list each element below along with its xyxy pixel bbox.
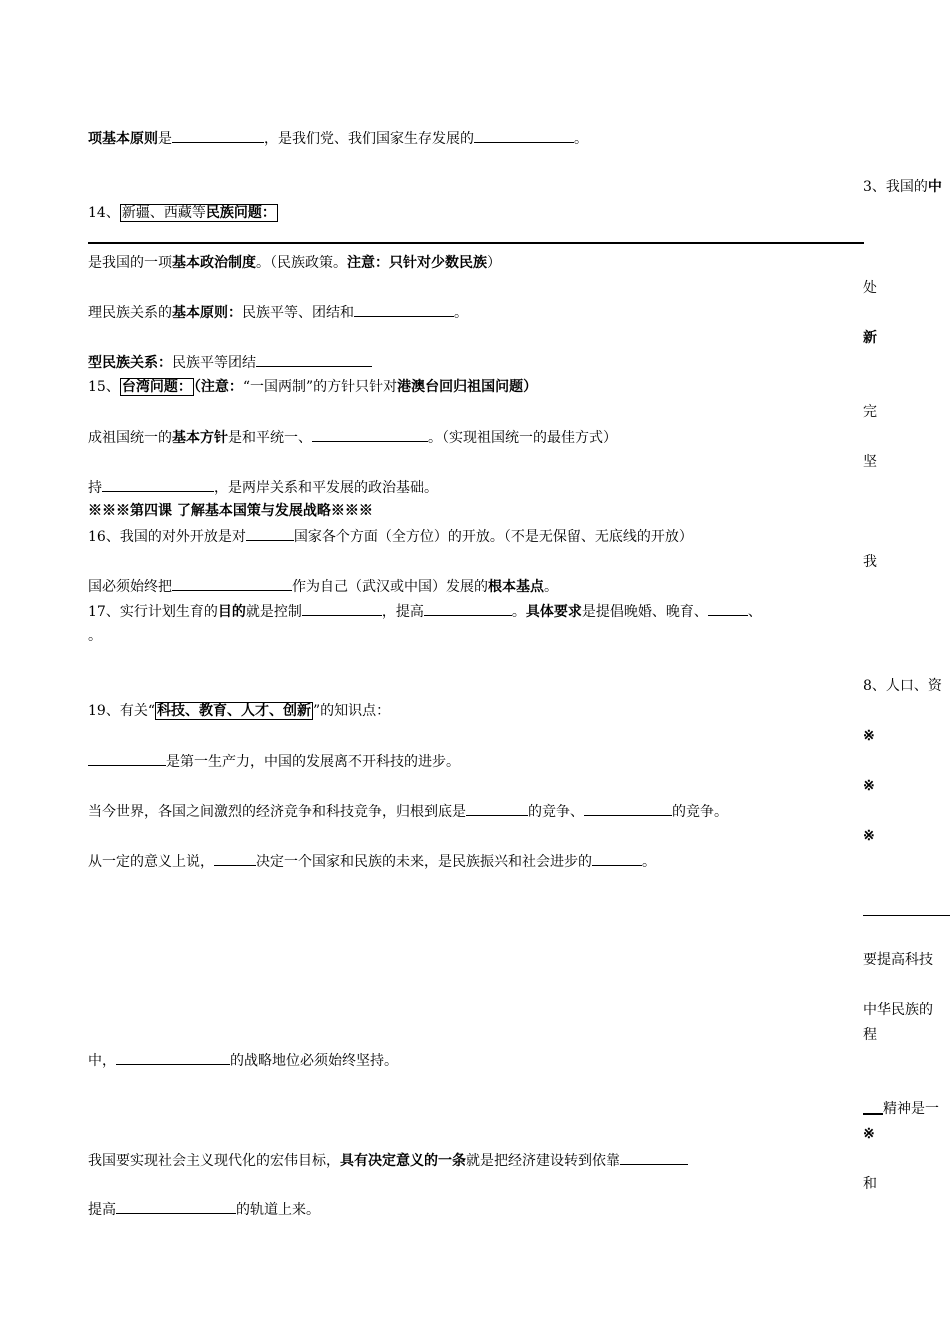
text: 提高 bbox=[88, 1202, 116, 1218]
line-period bbox=[88, 626, 102, 646]
text: 。（实现祖国统一的最佳方式） bbox=[428, 430, 617, 446]
text: 。 bbox=[642, 854, 656, 870]
text: 成祖国统一的 bbox=[88, 430, 172, 446]
lesson-4-heading bbox=[88, 501, 373, 521]
right-fragment: 程 bbox=[863, 1027, 877, 1043]
text: 16、我国的对外开放是对 bbox=[88, 529, 246, 545]
boxed-heading: 台湾问题： bbox=[121, 379, 192, 395]
text: 民族平等、团结和 bbox=[242, 305, 354, 321]
text: 是第一生产力，中国的发展离不开科技的进步。 bbox=[166, 754, 460, 770]
fill-blank[interactable] bbox=[214, 851, 256, 866]
fill-blank[interactable] bbox=[863, 915, 950, 916]
item-19 bbox=[88, 701, 390, 721]
text: 中， bbox=[88, 1053, 116, 1069]
line-modernization bbox=[88, 1150, 688, 1170]
fill-blank[interactable] bbox=[246, 526, 294, 541]
fill-blank[interactable] bbox=[116, 1199, 236, 1214]
bold-text: 具有决定意义的一条 bbox=[340, 1153, 466, 1169]
text: 3、我国的 bbox=[863, 179, 928, 195]
line-strategic bbox=[88, 1050, 398, 1070]
right-fragment: ※ bbox=[863, 1126, 875, 1142]
item-17 bbox=[88, 601, 762, 621]
right-fragment: 完 bbox=[863, 404, 877, 420]
text: “一国两制”的方针只针对 bbox=[242, 379, 398, 395]
text: ） bbox=[487, 255, 501, 271]
right-fragment: 新 bbox=[863, 330, 877, 346]
item-number: 15、 bbox=[88, 379, 120, 395]
fill-blank[interactable] bbox=[620, 1150, 688, 1165]
line-ethnic-principle bbox=[88, 302, 468, 322]
bold-text: 具体要求 bbox=[525, 604, 582, 620]
right-fragment: 处 bbox=[863, 280, 877, 296]
text: 。（民族政策。 bbox=[256, 255, 347, 271]
text: ，是我们党、我们国家生存发展的 bbox=[264, 131, 474, 147]
bold-text: 注意：只针对少数民族 bbox=[347, 255, 487, 271]
text: 的轨道上来。 bbox=[236, 1202, 320, 1218]
right-fragment: 和 bbox=[863, 1176, 877, 1192]
fill-blank[interactable] bbox=[466, 801, 528, 816]
fill-blank[interactable] bbox=[863, 1113, 883, 1115]
text: 17、实行计划生育的 bbox=[88, 604, 218, 620]
text: 国家各个方面（全方位）的开放。（不是无保留、无底线的开放） bbox=[293, 529, 693, 545]
bold-text: 根本基点 bbox=[488, 579, 544, 595]
fill-blank[interactable] bbox=[116, 1050, 230, 1065]
text: 的战略地位必须始终坚持。 bbox=[230, 1053, 398, 1069]
right-fragment: 中华民族的 bbox=[863, 1002, 933, 1018]
text: 的竞争、 bbox=[528, 804, 584, 820]
bold-text: 项基本原则 bbox=[88, 131, 158, 147]
section-title: ※※※第四课 了解基本国策与发展战略※※※ bbox=[88, 503, 373, 519]
fill-blank[interactable] bbox=[424, 601, 512, 616]
fill-blank[interactable] bbox=[708, 601, 748, 616]
text: ，是两岸关系和平发展的政治基础。 bbox=[214, 480, 438, 496]
fill-blank[interactable] bbox=[474, 128, 574, 143]
text: 、 bbox=[747, 604, 762, 620]
item-number: 14、 bbox=[88, 205, 120, 221]
fill-blank[interactable] bbox=[302, 601, 382, 616]
text: 就是把经济建设转到依靠 bbox=[466, 1153, 620, 1169]
line-productivity bbox=[88, 751, 460, 771]
bold-text: 型民族关系： bbox=[88, 355, 172, 371]
right-fragment: ※ bbox=[863, 828, 875, 844]
text: 持 bbox=[88, 480, 102, 496]
bold-text: 基本政治制度 bbox=[172, 255, 256, 271]
boxed-heading: 科技、教育、人才、创新 bbox=[156, 703, 311, 719]
text: 19、有关“ bbox=[88, 703, 155, 719]
line-competition bbox=[88, 801, 728, 821]
text: 。 bbox=[544, 579, 558, 595]
right-fragment: 坚 bbox=[863, 454, 877, 470]
right-fragment: ※ bbox=[863, 728, 875, 744]
item-15 bbox=[88, 377, 537, 397]
text: 理民族关系的 bbox=[88, 305, 172, 321]
boxed-heading bbox=[120, 204, 278, 222]
text: 作为自己（武汉或中国）发展的 bbox=[292, 579, 488, 595]
right-fragment: ※ bbox=[863, 778, 875, 794]
fill-blank[interactable] bbox=[584, 801, 672, 816]
bold-text: 民族问题： bbox=[205, 205, 276, 221]
line-new-relations bbox=[88, 352, 372, 372]
bold-text: （注意： bbox=[193, 379, 243, 395]
fill-blank[interactable] bbox=[592, 851, 642, 866]
text: 从一定的意义上说， bbox=[88, 854, 214, 870]
right-fragment: 要提高科技 bbox=[863, 952, 933, 968]
fill-blank[interactable] bbox=[102, 477, 214, 492]
text: 国必须始终把 bbox=[88, 579, 172, 595]
text: 是和平统一、 bbox=[228, 430, 312, 446]
line-track bbox=[88, 1199, 320, 1219]
fill-blank[interactable] bbox=[312, 427, 428, 442]
item-14 bbox=[88, 203, 278, 223]
fill-blank[interactable] bbox=[172, 128, 264, 143]
line-reunification bbox=[88, 427, 617, 447]
line-future bbox=[88, 851, 656, 871]
text: 。 bbox=[454, 305, 468, 321]
text: 决定一个国家和民族的未来，是民族振兴和社会进步的 bbox=[256, 854, 592, 870]
item-16 bbox=[88, 526, 693, 546]
bold-text: 基本原则： bbox=[172, 305, 242, 321]
text: 。 bbox=[574, 131, 588, 147]
text: 是 bbox=[158, 131, 172, 147]
right-fragment: 8、人口、资 bbox=[863, 678, 942, 694]
text: 当今世界，各国之间激烈的经济竞争和科技竞争，归根到底是 bbox=[88, 804, 466, 820]
right-fragment: 精神是一 bbox=[883, 1101, 939, 1117]
text: 我国要实现社会主义现代化的宏伟目标， bbox=[88, 1153, 340, 1169]
line-cross-strait bbox=[88, 477, 438, 497]
line-ethnic-system bbox=[88, 253, 501, 273]
fill-blank[interactable] bbox=[354, 302, 454, 317]
bold-text: 基本方针 bbox=[172, 430, 228, 446]
right-fragment bbox=[863, 177, 942, 197]
text: 新疆、西藏等 bbox=[121, 205, 206, 221]
fill-blank[interactable] bbox=[172, 576, 292, 591]
text: 是提倡晚婚、晚育、 bbox=[581, 604, 708, 620]
fill-blank[interactable] bbox=[88, 751, 166, 766]
line-basic-point bbox=[88, 576, 558, 596]
bold-text: 目的 bbox=[217, 604, 246, 620]
text: 的竞争。 bbox=[672, 804, 728, 820]
fill-blank-long[interactable] bbox=[88, 242, 864, 244]
text: 。 bbox=[88, 628, 102, 644]
text: 。 bbox=[511, 604, 526, 620]
text: 民族平等团结 bbox=[172, 355, 256, 371]
fill-blank[interactable] bbox=[256, 352, 372, 367]
bold-text: 中 bbox=[927, 179, 942, 195]
right-fragment: 我 bbox=[863, 554, 877, 570]
text: 是我国的一项 bbox=[88, 255, 172, 271]
text: 就是控制 bbox=[245, 604, 302, 620]
text: ”的知识点： bbox=[312, 703, 391, 719]
line-principle bbox=[88, 128, 588, 148]
bold-text: 港澳台回归祖国问题） bbox=[397, 379, 538, 395]
text: ，提高 bbox=[381, 604, 424, 620]
